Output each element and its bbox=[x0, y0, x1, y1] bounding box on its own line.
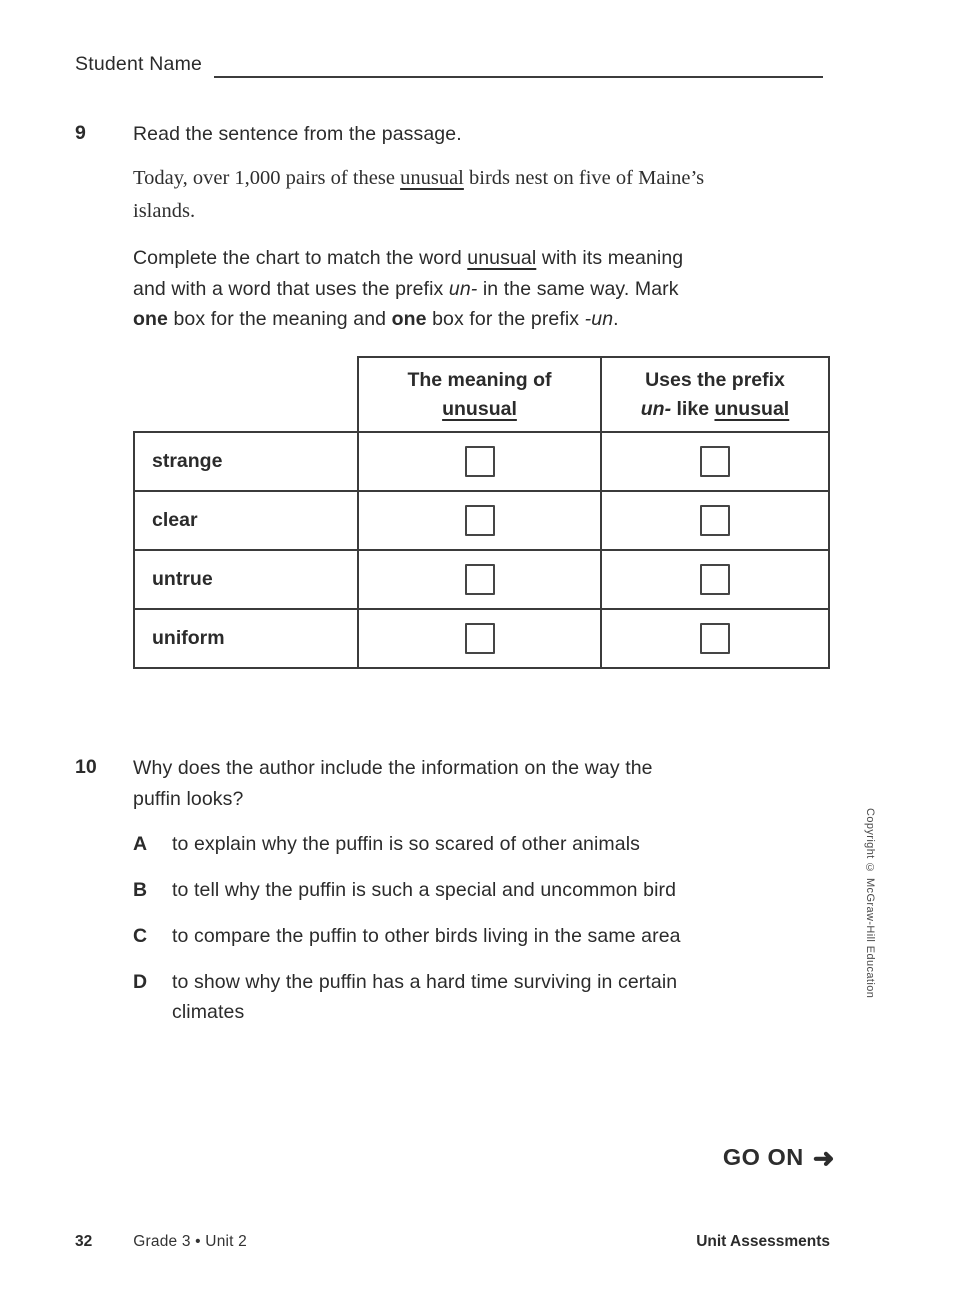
student-name-row bbox=[75, 52, 823, 78]
option-d-text: to show why the puffin has a hard time surviving in certain climates bbox=[172, 971, 678, 1023]
chart-header-prefix bbox=[601, 357, 829, 432]
checkbox-uniform-prefix[interactable] bbox=[700, 623, 730, 654]
word-label-untrue: untrue bbox=[134, 550, 358, 609]
chart-row-strange bbox=[134, 432, 829, 491]
instruction-line-1: Complete the chart to match the word unusual with its meaning bbox=[133, 247, 684, 269]
option-a[interactable] bbox=[133, 829, 833, 859]
question-10-prompt-line2: puffin looks? bbox=[133, 788, 244, 810]
question-9-instructions bbox=[133, 243, 853, 335]
question-10-prompt-line1: Why does the author include the information on the way the bbox=[133, 757, 653, 779]
copyright-sidebar: Copyright © McGraw-Hill Education bbox=[864, 808, 876, 999]
instruction-line-2: and with a word that uses the prefix un- in the same way. Mark bbox=[133, 277, 679, 300]
chart-header-prefix-line1: Uses the prefix bbox=[645, 368, 785, 391]
chart-row-uniform bbox=[134, 609, 829, 668]
passage-line-1: Today, over 1,000 pairs of these unusual birds nest on five of Maine’s bbox=[133, 167, 705, 189]
passage-line-2: islands. bbox=[133, 200, 196, 222]
chart-row-clear bbox=[134, 491, 829, 550]
answer-chart-wrap bbox=[133, 356, 830, 669]
option-c[interactable] bbox=[133, 921, 833, 951]
chart-header-meaning-line2: unusual bbox=[442, 397, 517, 420]
word-label-strange: strange bbox=[134, 432, 358, 491]
option-c-letter: C bbox=[133, 925, 148, 947]
option-a-text: to explain why the puffin is so scared of other animals bbox=[172, 833, 640, 855]
go-on-indicator bbox=[723, 1144, 835, 1171]
passage-quote bbox=[133, 162, 853, 228]
option-b-text: to tell why the puffin is such a special and uncommon bird bbox=[172, 879, 677, 901]
word-label-uniform: uniform bbox=[134, 609, 358, 668]
page-footer bbox=[75, 1233, 830, 1251]
chart-row-untrue bbox=[134, 550, 829, 609]
option-b-letter: B bbox=[133, 879, 148, 901]
student-name-label: Student Name bbox=[75, 53, 203, 75]
cell-strange-prefix bbox=[601, 432, 829, 491]
cell-clear-prefix bbox=[601, 491, 829, 550]
checkbox-clear-meaning[interactable] bbox=[465, 505, 495, 536]
cell-untrue-meaning bbox=[358, 550, 601, 609]
student-name-blank-line[interactable] bbox=[214, 52, 823, 78]
question-9-number: 9 bbox=[75, 122, 86, 144]
option-a-letter: A bbox=[133, 833, 148, 855]
option-b[interactable] bbox=[133, 875, 833, 905]
checkbox-uniform-meaning[interactable] bbox=[465, 623, 495, 654]
instruction-line-3: one box for the meaning and one box for the prefix -un. bbox=[133, 308, 619, 330]
answer-chart bbox=[133, 356, 830, 669]
checkbox-strange-meaning[interactable] bbox=[465, 446, 495, 477]
question-9-prompt: Read the sentence from the passage. bbox=[133, 123, 462, 145]
checkbox-untrue-prefix[interactable] bbox=[700, 564, 730, 595]
cell-clear-meaning bbox=[358, 491, 601, 550]
word-label-clear: clear bbox=[134, 491, 358, 550]
go-on-label: GO ON bbox=[722, 1144, 804, 1170]
cell-uniform-meaning bbox=[358, 609, 601, 668]
option-c-text: to compare the puffin to other birds living in the same area bbox=[172, 925, 681, 947]
checkbox-clear-prefix[interactable] bbox=[700, 505, 730, 536]
right-arrow-icon: ➜ bbox=[812, 1142, 835, 1173]
checkbox-strange-prefix[interactable] bbox=[700, 446, 730, 477]
question-9 bbox=[75, 119, 462, 149]
checkbox-untrue-meaning[interactable] bbox=[465, 564, 495, 595]
chart-header-meaning bbox=[358, 357, 601, 432]
question-10-number: 10 bbox=[75, 756, 97, 778]
chart-header-row bbox=[134, 357, 829, 432]
answer-options bbox=[133, 829, 833, 1043]
chart-corner-blank bbox=[134, 357, 358, 432]
footer-grade-unit: Grade 3 • Unit 2 bbox=[133, 1233, 247, 1250]
chart-header-prefix-line2: un- like unusual bbox=[640, 397, 790, 420]
page-number: 32 bbox=[75, 1233, 93, 1250]
option-d-letter: D bbox=[133, 971, 148, 993]
cell-strange-meaning bbox=[358, 432, 601, 491]
footer-assessment-title: Unit Assessments bbox=[696, 1233, 830, 1250]
cell-untrue-prefix bbox=[601, 550, 829, 609]
option-d[interactable] bbox=[133, 967, 833, 1027]
question-10 bbox=[75, 753, 653, 815]
cell-uniform-prefix bbox=[601, 609, 829, 668]
chart-header-meaning-line1: The meaning of bbox=[407, 368, 552, 391]
question-10-prompt bbox=[133, 753, 653, 815]
